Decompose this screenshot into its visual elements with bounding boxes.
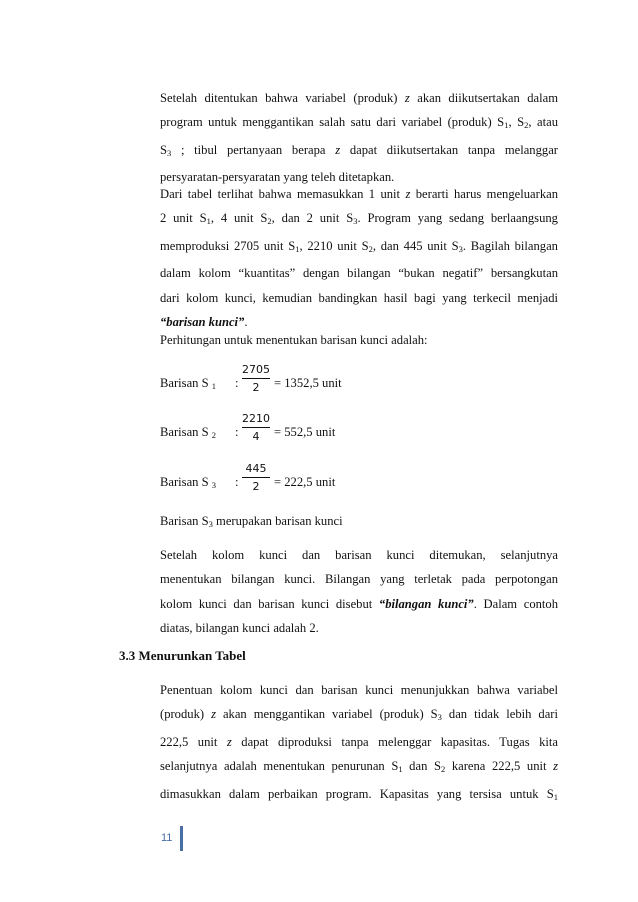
- para1-line3: $S_3$ ; tibul pertanyaan berapa z dapat diikutsertakan tanpa melanggar: [160, 142, 558, 158]
- para6-line5: dimasukkan dalam perbaikan program. Kapasitas yang tersisa untuk $S_1$: [160, 786, 558, 802]
- fraction-s1: [242, 362, 270, 395]
- paragraph-4: [160, 509, 558, 536]
- calc-result-s2: = 552,5 unit: [274, 425, 336, 439]
- page-number: 11: [161, 832, 173, 844]
- calc-label-s2: Barisan S $_2$: [160, 425, 217, 440]
- page-number-bar: [180, 826, 183, 851]
- fraction-bar: [242, 477, 270, 478]
- para5-line1: Setelah kolom kunci dan barisan kunci ditemukan, selanjutnya: [160, 548, 558, 562]
- para2-line3: memproduksi 2705 unit $S_1$, 2210 unit $S_2$, dan 445 unit $S_3$. Bagilah bilangan: [160, 238, 558, 254]
- fraction-s2: [242, 411, 270, 444]
- calc-label-s1: Barisan S $_1$: [160, 376, 217, 391]
- para2-line2: 2 unit $S_1$, 4 unit $S_2$, dan 2 unit $S_3$. Program yang sedang berlaangsung: [160, 211, 558, 227]
- para2-line5: dari kolom kunci, kemudian bandingkan hasil bagi yang terkecil menjadi: [160, 290, 558, 305]
- para1-line2: program untuk menggantikan salah satu dari variabel (produk) $S_1$, $S_2$, atau: [160, 115, 558, 131]
- numerator: 445: [245, 462, 267, 475]
- para6-line4: selanjutnya adalah menentukan penurunan $S_1$ dan $S_2$ karena 222,5 unit z: [160, 759, 559, 775]
- para6-line3: 222,5 unit z dapat diproduksi tanpa melenggar kapasitas. Tugas kita: [160, 734, 558, 749]
- para6-line2: (produk) z akan menggantikan variabel (produk) $S_3$ dan tidak lebih dari: [160, 707, 558, 723]
- denominator: 2: [252, 480, 260, 493]
- para3-line: Perhitungan untuk menentukan barisan kunci adalah:: [160, 333, 428, 347]
- para2-line1: Dari tabel terlihat bahwa memasukkan 1 unit z berarti harus mengeluarkan: [160, 187, 558, 201]
- fraction-s3: [242, 461, 270, 494]
- fraction-bar: [242, 378, 270, 379]
- para5-line3: kolom kunci dan barisan kunci disebut “bilangan kunci”. Dalam contoh: [160, 596, 559, 611]
- para4-line: Barisan $S_3$ merupakan barisan kunci: [160, 514, 343, 529]
- fraction-bar: [242, 427, 270, 428]
- calc-label-s3: Barisan S $_3$: [160, 475, 217, 490]
- paragraph-3: [160, 328, 558, 352]
- para2-line6-end: .: [244, 315, 248, 330]
- term-bilangan-kunci: “bilangan kunci”: [378, 596, 474, 611]
- numerator: 2705: [242, 363, 270, 376]
- calc-colon: :: [235, 376, 239, 390]
- calc-colon: :: [235, 475, 239, 489]
- para5-line2: menentukan bilangan kunci. Bilangan yang terletak pada perpotongan: [160, 572, 558, 587]
- paragraph-2: [160, 182, 558, 334]
- term-barisan-kunci: “barisan kunci”: [160, 315, 245, 330]
- para6-line1: Penentuan kolom kunci dan barisan kunci menunjukkan bahwa variabel: [160, 683, 558, 697]
- calc-result-s3: = 222,5 unit: [274, 475, 336, 489]
- para5-line4: diatas, bilangan kunci adalah 2.: [160, 621, 319, 636]
- paragraph-1: [160, 86, 558, 190]
- paragraph-5: [160, 543, 558, 641]
- para1-line1: Setelah ditentukan bahwa variabel (produk) z akan diikutsertakan dalam: [160, 91, 558, 105]
- section-heading: 3.3 Menurunkan Tabel: [119, 648, 246, 663]
- denominator: 2: [252, 381, 260, 394]
- paragraph-6: [160, 678, 558, 809]
- para2-line4: dalam kolom “kuantitas” dengan bilangan “bukan negatif” bersangkutan: [160, 266, 558, 281]
- denominator: 4: [252, 430, 260, 443]
- calc-colon: :: [235, 425, 239, 439]
- calc-result-s1: = 1352,5 unit: [274, 376, 342, 390]
- para1-line4: persyaratan-persyaratan yang teleh ditetapkan.: [160, 170, 395, 185]
- numerator: 2210: [242, 412, 270, 425]
